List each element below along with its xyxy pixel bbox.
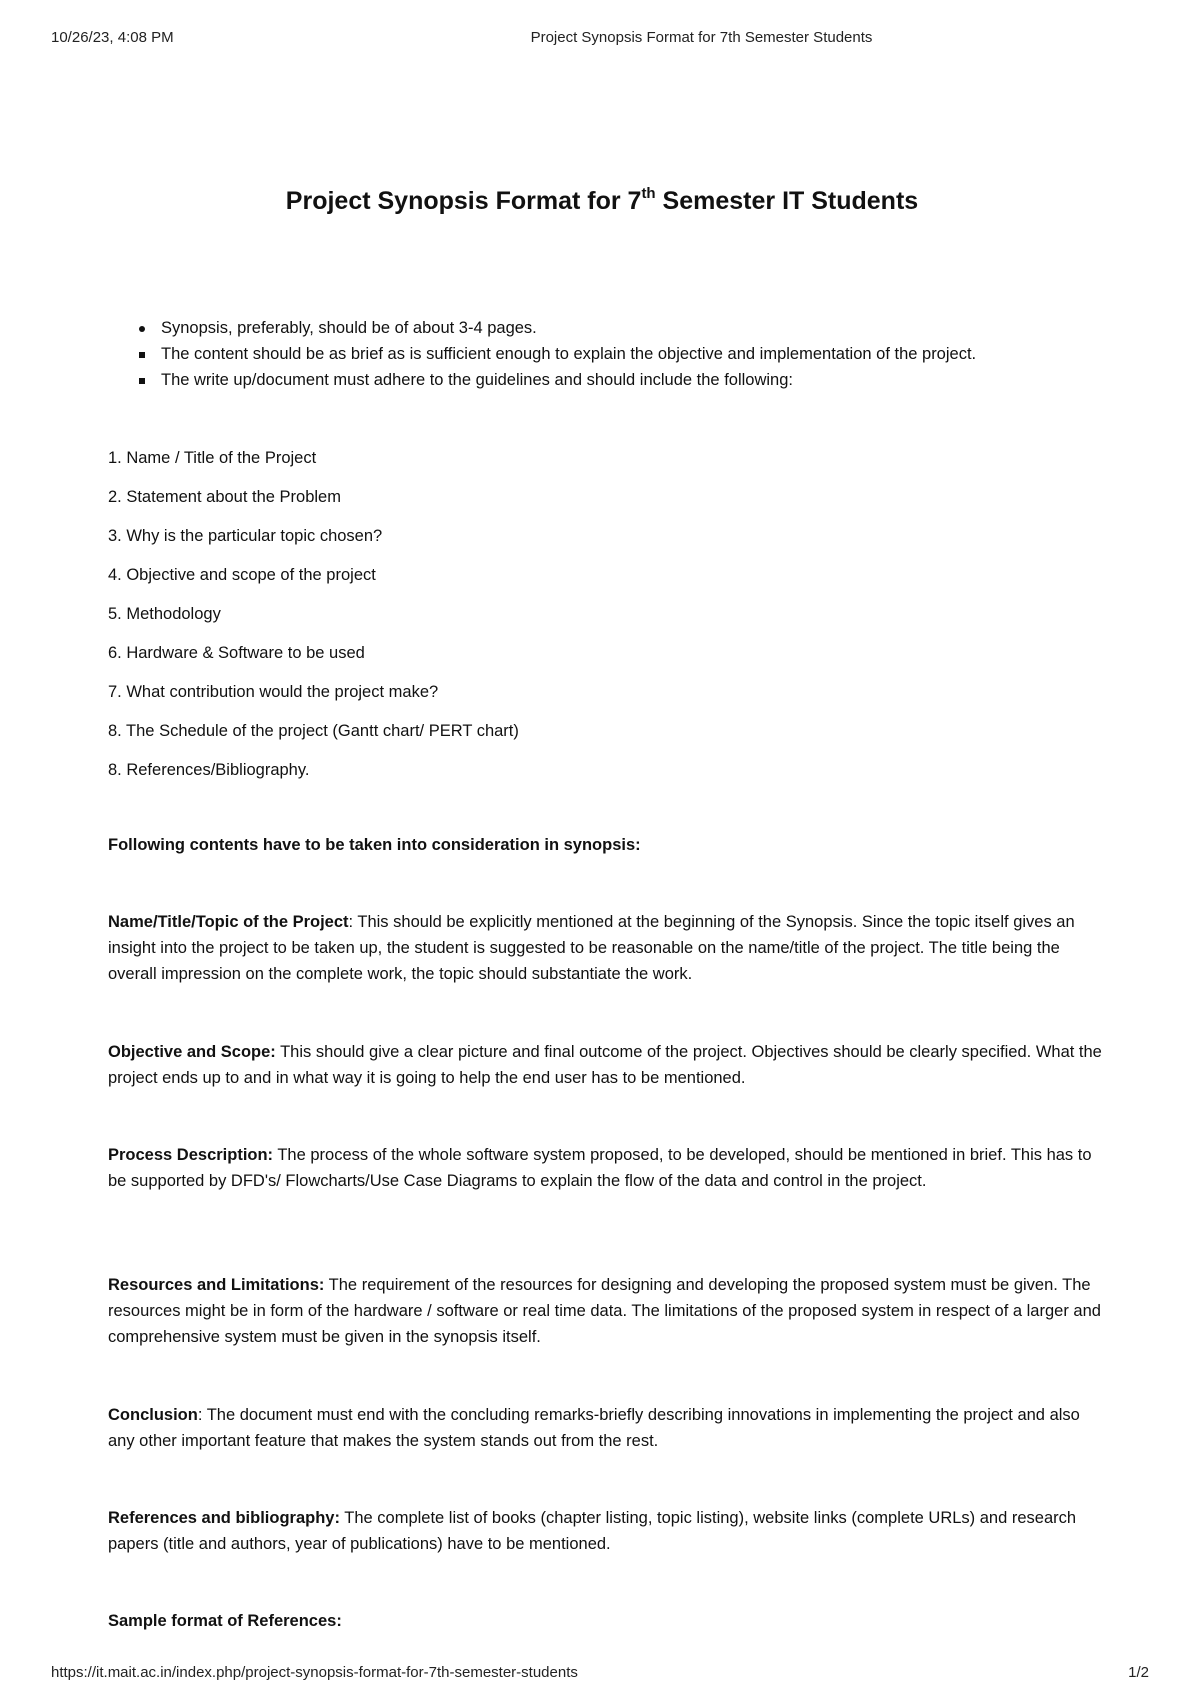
- bullet-text: Synopsis, preferably, should be of about 3-4 pages.: [161, 319, 537, 337]
- section-label: Process Description:: [108, 1146, 274, 1164]
- section-name-title: [108, 909, 1108, 987]
- guideline-bullets: [125, 315, 1125, 393]
- list-item: 4. Objective and scope of the project: [108, 566, 376, 584]
- section-text: The complete list of books (chapter listing, topic listing), website links (complete URLs) and research papers (title and authors, year of publications) have to be mentioned.: [108, 1509, 1077, 1553]
- section-label: Conclusion: [108, 1406, 198, 1424]
- bullet-item: [125, 367, 1125, 393]
- print-datetime: 10/26/23, 4:08 PM: [51, 29, 174, 46]
- sample-references-heading: Sample format of References:: [108, 1612, 342, 1630]
- print-doc-title: Project Synopsis Format for 7th Semester Students: [530, 29, 873, 46]
- round-bullet-icon: [139, 326, 145, 332]
- considerations-heading: Following contents have to be taken into consideration in synopsis:: [108, 836, 641, 854]
- bullet-item: [125, 341, 1125, 367]
- title-superscript: th: [641, 184, 656, 202]
- list-item: 1. Name / Title of the Project: [108, 449, 317, 467]
- bullet-text: The write up/document must adhere to the guidelines and should include the following:: [161, 371, 793, 389]
- section-label: Resources and Limitations:: [108, 1276, 325, 1294]
- section-text: : This should be explicitly mentioned at the beginning of the Synopsis. Since the topic itself gives an insight into the project to be taken up, the student is suggested to be reasonable on the name/title of the project. The title being the overall impression on the complete work, the topic should substantiate the work.: [108, 913, 1075, 983]
- bullet-text: The content should be as brief as is sufficient enough to explain the objective and implementation of the project.: [161, 345, 977, 363]
- page-url: https://it.mait.ac.in/index.php/project-synopsis-format-for-7th-semester-students: [51, 1664, 578, 1681]
- page-title: [0, 184, 1200, 216]
- section-conclusion: [108, 1402, 1108, 1454]
- section-label: Name/Title/Topic of the Project: [108, 913, 349, 931]
- page-number: 1/2: [1128, 1664, 1149, 1681]
- section-label: References and bibliography:: [108, 1509, 340, 1527]
- section-resources-limitations: [108, 1272, 1108, 1350]
- section-text: This should give a clear picture and final outcome of the project. Objectives should be clearly specified. What the project ends up to and in what way it is going to help the end user has to be mentioned.: [108, 1043, 1102, 1087]
- bullet-item: [125, 315, 1125, 341]
- section-text: : The document must end with the concluding remarks-briefly describing innovations in implementing the project and also any other important feature that makes the system stands out from the rest.: [108, 1406, 1080, 1450]
- title-suffix: Semester IT Students: [655, 187, 919, 215]
- list-item: 7. What contribution would the project make?: [108, 683, 439, 701]
- section-label: Objective and Scope:: [108, 1043, 276, 1061]
- section-text: The process of the whole software system proposed, to be developed, should be mentioned in brief. This has to be supported by DFD's/ Flowcharts/Use Case Diagrams to explain the flow of the data and control in the project.: [108, 1146, 1092, 1190]
- list-item: 8. References/Bibliography.: [108, 761, 310, 779]
- list-item: 2. Statement about the Problem: [108, 488, 341, 506]
- required-contents-list: [108, 445, 519, 796]
- list-item: 3. Why is the particular topic chosen?: [108, 527, 383, 545]
- section-references: [108, 1505, 1108, 1557]
- square-bullet-icon: [139, 378, 145, 384]
- title-prefix: Project Synopsis Format for 7: [285, 187, 642, 215]
- section-process-description: [108, 1142, 1108, 1194]
- square-bullet-icon: [139, 352, 145, 358]
- section-objective-scope: [108, 1039, 1108, 1091]
- section-text: The requirement of the resources for designing and developing the proposed system must be given. The resources might be in form of the hardware / software or real time data. The limitations of the proposed system in respect of a larger and comprehensive system must be given in the synopsis itself.: [108, 1276, 1101, 1346]
- list-item: 5. Methodology: [108, 605, 221, 623]
- list-item: 6. Hardware & Software to be used: [108, 644, 365, 662]
- list-item: 8. The Schedule of the project (Gantt chart/ PERT chart): [108, 722, 519, 740]
